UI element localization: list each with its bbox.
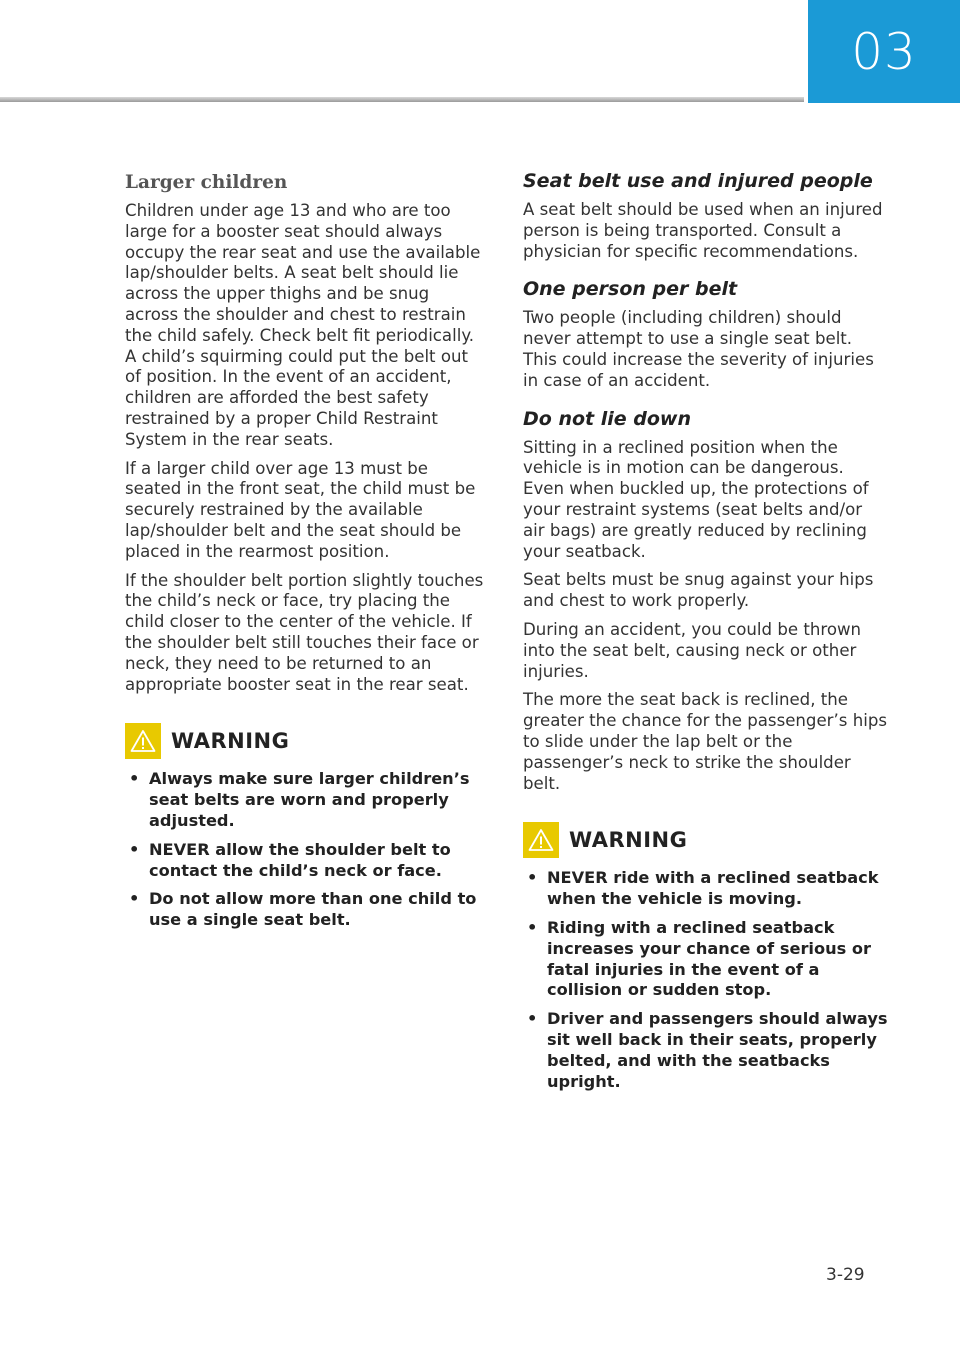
chapter-tab bbox=[808, 0, 960, 103]
warning-item: • Do not allow more than one child to use a single seat belt. bbox=[125, 889, 485, 931]
section-heading-injured-people: Seat belt use and injured people bbox=[523, 170, 873, 192]
warning-header bbox=[125, 723, 485, 759]
paragraph: Children under age 13 and who are too large for a booster seat should always occupy the rear seat and use the available lap/shoulder belts. A seat belt should lie across the upper thighs and be snug across the shoulder and chest to restrain the child safely. Check belt fit periodically. A child’s squirming could put the belt out of position. In the event of an accident, children are afforded the best safety restrained by a proper Child Restraint System in the rear seats. bbox=[125, 201, 481, 449]
right-column bbox=[523, 170, 888, 1100]
warning-box bbox=[125, 723, 485, 931]
warning-item: • NEVER ride with a reclined seatback when the vehicle is moving. bbox=[523, 868, 888, 910]
section-heading-do-not-lie-down: Do not lie down bbox=[523, 407, 691, 430]
page-number: 3-29 bbox=[826, 1265, 865, 1285]
warning-item: • Driver and passengers should always sit well back in their seats, properly belted, and with the seatbacks upright. bbox=[523, 1009, 888, 1092]
warning-triangle-icon bbox=[523, 822, 559, 858]
paragraph: Two people (including children) should never attempt to use a single seat belt. This could increase the severity of injuries in case of an accident. bbox=[523, 308, 874, 390]
warning-list bbox=[523, 868, 888, 1092]
paragraph: A seat belt should be used when an injured person is being transported. Consult a physician for specific recommendations. bbox=[523, 200, 883, 261]
paragraph: Sitting in a reclined position when the vehicle is in motion can be dangerous. Even when buckled up, the protections of your restraint systems (seat belts and/or air bags) are greatly reduced by reclining your seatback. bbox=[523, 437, 869, 561]
paragraph: The more the seat back is reclined, the greater the chance for the passenger’s hips to slide under the lap belt or the passenger’s neck to strike the shoulder belt. bbox=[523, 690, 888, 793]
warning-title: WARNING bbox=[569, 828, 688, 853]
warning-list bbox=[125, 769, 485, 931]
chapter-number: 03 bbox=[851, 22, 917, 81]
warning-triangle-icon bbox=[125, 723, 161, 759]
header-divider bbox=[0, 97, 804, 102]
section-heading-larger-children: Larger children bbox=[125, 172, 288, 193]
warning-header bbox=[523, 822, 888, 858]
left-column bbox=[125, 170, 485, 939]
warning-title: WARNING bbox=[171, 729, 290, 754]
warning-item: • NEVER allow the shoulder belt to contact the child’s neck or face. bbox=[125, 840, 485, 882]
warning-item: • Riding with a reclined seatback increases your chance of serious or fatal injuries in the event of a collision or sudden stop. bbox=[523, 918, 888, 1001]
paragraph: During an accident, you could be thrown into the seat belt, causing neck or other injuries. bbox=[523, 619, 862, 681]
warning-box bbox=[523, 822, 888, 1092]
section-heading-one-person-per-belt: One person per belt bbox=[523, 278, 738, 301]
paragraph: If a larger child over age 13 must be seated in the front seat, the child must be securely restrained by the available lap/shoulder belt and the seat should be placed in the rearmost position. bbox=[125, 458, 476, 561]
warning-item: • Always make sure larger children’s seat belts are worn and properly adjusted. bbox=[125, 769, 485, 831]
paragraph: Seat belts must be snug against your hips and chest to work properly. bbox=[523, 570, 874, 611]
paragraph: If the shoulder belt portion slightly touches the child’s neck or face, try placing the child closer to the center of the vehicle. If the shoulder belt still touches their face or neck, they need to be returned to an appropriate booster seat in the rear seat. bbox=[125, 570, 484, 694]
